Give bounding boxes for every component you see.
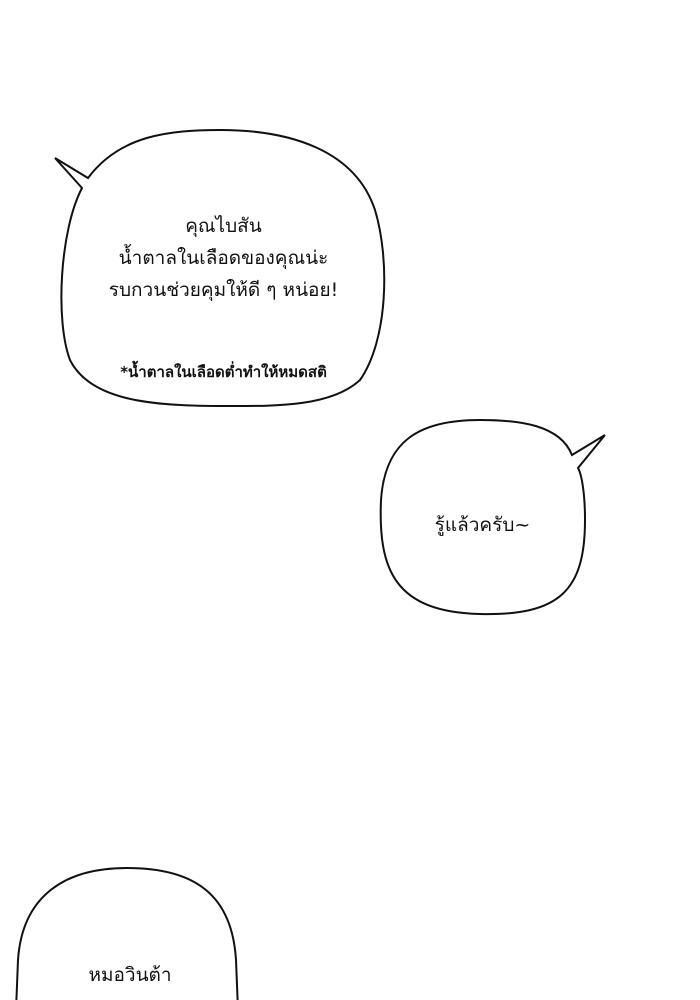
bubble-1-text [62, 210, 385, 306]
bubble-3-text: หมอวินต้า [88, 964, 172, 986]
bubble-1-line: รบกวนช่วยคุมให้ดี ๆ หน่อย! [108, 279, 339, 301]
bubble-2-text: รู้แล้วครับ~ [434, 514, 531, 536]
bubble-1-footnote: *น้ำตาลในเลือดต่ำทำให้หมดสติ [120, 363, 327, 381]
bubble-1-line: คุณไบสัน [185, 215, 262, 237]
bubble-1-line: น้ำตาลในเลือดของคุณน่ะ [118, 247, 329, 269]
